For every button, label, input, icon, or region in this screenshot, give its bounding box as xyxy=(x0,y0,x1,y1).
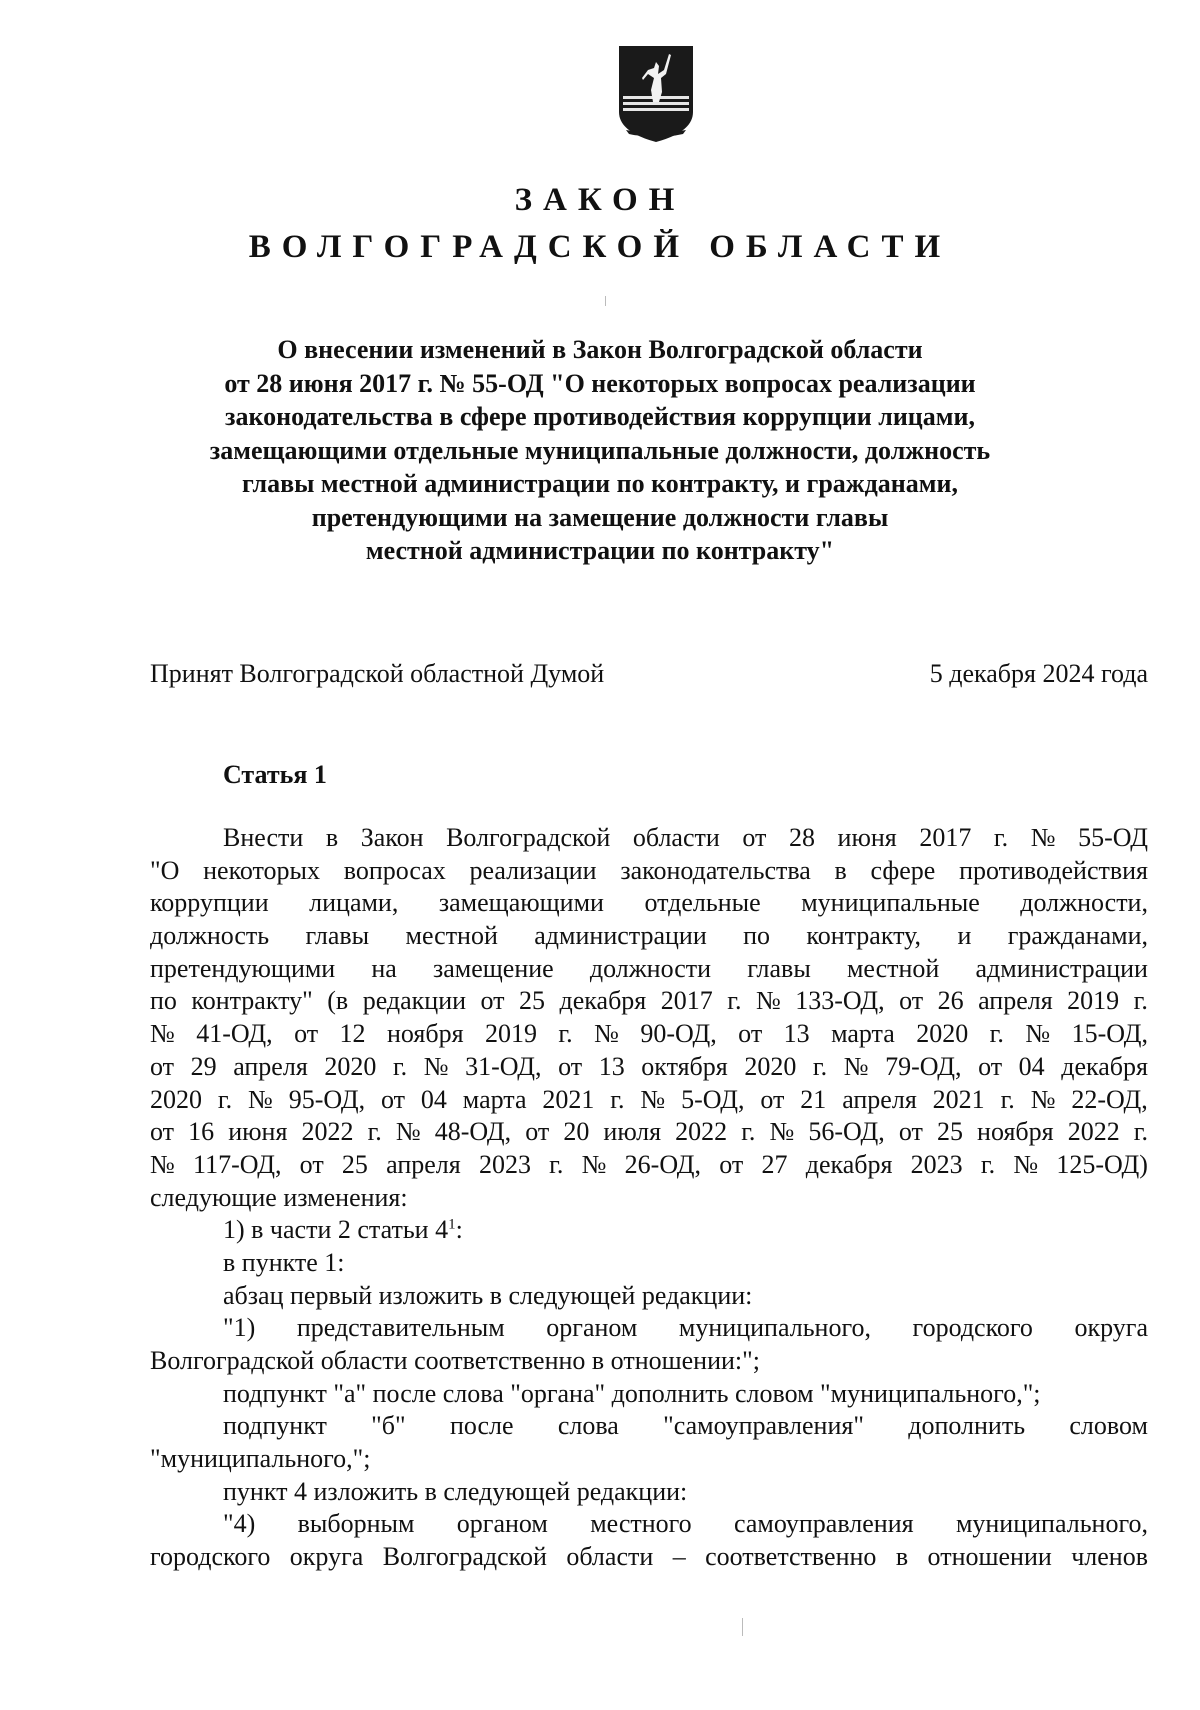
word: в xyxy=(895,1542,909,1572)
word: законодательства xyxy=(620,855,811,885)
word: лицами, xyxy=(309,888,399,918)
word: № xyxy=(755,986,781,1016)
word: 2017 xyxy=(660,986,713,1016)
word: Волгоградской xyxy=(446,823,611,852)
word: № xyxy=(1030,823,1056,852)
word: № xyxy=(1013,1149,1039,1179)
subject-line: замещающими отдельные муниципальные должности, должность xyxy=(209,435,991,465)
word: после xyxy=(449,1411,514,1441)
word: по xyxy=(150,986,177,1016)
word: г. xyxy=(741,1117,756,1147)
word: 12 xyxy=(339,1019,366,1049)
word: отношении xyxy=(927,1542,1052,1572)
article-body xyxy=(150,822,1148,1574)
body-line xyxy=(150,1508,1148,1541)
word: 95-ОД, xyxy=(288,1084,366,1114)
subject-line: законодательства в сфере противодействия коррупции лицами, xyxy=(225,402,975,431)
word: дополнить xyxy=(908,1411,1026,1441)
word: выборным xyxy=(297,1509,415,1539)
word: 2019 xyxy=(1067,986,1120,1016)
word: № xyxy=(1030,1084,1056,1114)
word: местной xyxy=(405,921,498,951)
word: от xyxy=(898,1117,923,1147)
body-line xyxy=(150,1345,1148,1378)
word: 2020 xyxy=(744,1051,797,1081)
word: от xyxy=(380,1084,406,1114)
word: 55-ОД xyxy=(1078,823,1148,852)
body-line xyxy=(150,1378,1148,1411)
word: от xyxy=(294,1019,319,1049)
word: г. xyxy=(549,1149,564,1179)
word: 125-ОД) xyxy=(1056,1149,1148,1179)
word: от xyxy=(719,1149,744,1179)
word: № xyxy=(843,1051,869,1081)
word: апреля xyxy=(842,1084,917,1114)
word: от xyxy=(525,1117,550,1147)
line-text: Волгоградской области соответственно в отношении:"; xyxy=(150,1346,760,1375)
word: июня xyxy=(228,1117,288,1147)
word: в xyxy=(834,855,847,885)
word: апреля xyxy=(386,1149,461,1179)
scan-mark xyxy=(742,1618,743,1636)
word: словом xyxy=(1069,1411,1148,1441)
word: 26-ОД, xyxy=(624,1149,702,1179)
word: местной xyxy=(846,953,940,983)
word: декабря xyxy=(805,1149,893,1179)
word: 26 xyxy=(937,986,964,1016)
word: г. xyxy=(392,1051,408,1081)
subject-line: претендующими на замещение должности главы xyxy=(311,502,889,532)
word: 2022 xyxy=(675,1117,728,1147)
body-line xyxy=(150,985,1148,1018)
word: замещение xyxy=(432,953,554,983)
word: реализации xyxy=(469,855,597,885)
word: "1) xyxy=(223,1313,256,1343)
line-text: в пункте 1: xyxy=(223,1247,345,1277)
word: в xyxy=(325,823,339,852)
word: 29 xyxy=(190,1051,217,1081)
body-line xyxy=(150,1149,1148,1182)
word: от xyxy=(299,1149,324,1179)
word: декабря xyxy=(559,986,647,1016)
word: вопросах xyxy=(343,855,446,885)
line-text: подпункт "а" после слова "органа" дополнить словом "муниципального,"; xyxy=(223,1378,1041,1408)
word: городского xyxy=(150,1542,271,1572)
body-line xyxy=(150,1312,1148,1345)
adoption-date: 5 декабря 2024 года xyxy=(929,659,1148,688)
word: № xyxy=(1025,1019,1051,1049)
word: 21 xyxy=(800,1084,827,1114)
word: марта xyxy=(462,1084,527,1114)
word: администрации xyxy=(975,953,1148,983)
body-line xyxy=(150,1280,1148,1313)
word: июня xyxy=(837,823,897,852)
word: г. xyxy=(812,1051,828,1081)
word: г. xyxy=(558,1019,573,1049)
word: и xyxy=(957,921,972,951)
word: 79-ОД, xyxy=(885,1051,962,1081)
word: "4) xyxy=(223,1509,256,1539)
adoption-body: Принят Волгоградской областной Думой xyxy=(150,659,605,688)
line-text: пункт 4 изложить в следующей редакции: xyxy=(223,1476,688,1506)
word: слова xyxy=(557,1411,619,1441)
word: от xyxy=(150,1051,175,1081)
word: администрации xyxy=(534,921,707,951)
word: 22-ОД, xyxy=(1071,1084,1148,1114)
word: 04 xyxy=(420,1084,447,1114)
word: № xyxy=(640,1084,666,1114)
word: 5-ОД, xyxy=(681,1084,745,1114)
body-line xyxy=(150,1051,1148,1084)
word: № xyxy=(150,1149,175,1179)
word: ноября xyxy=(386,1019,464,1049)
word: замещающими xyxy=(438,888,604,918)
word: 2022 xyxy=(1067,1117,1120,1147)
word: от xyxy=(760,1084,785,1114)
word: от xyxy=(978,1051,1003,1081)
law-region-title: ВОЛГОГРАДСКОЙ ОБЛАСТИ xyxy=(248,229,952,265)
body-line xyxy=(150,1214,1148,1247)
word: июля xyxy=(603,1117,662,1147)
word: 15-ОД, xyxy=(1071,1019,1148,1049)
body-line xyxy=(150,1541,1148,1574)
word: апреля xyxy=(978,986,1053,1016)
law-subject xyxy=(130,333,1070,568)
word: 41-ОД, xyxy=(196,1019,273,1049)
word: г. xyxy=(980,1149,996,1179)
article-heading: Статья 1 xyxy=(223,760,327,789)
word: 25 xyxy=(936,1117,963,1147)
word: 2017 xyxy=(919,823,972,852)
word: 27 xyxy=(761,1149,788,1179)
word: членов xyxy=(1071,1542,1148,1572)
word: муниципального, xyxy=(678,1313,871,1343)
word: редакции xyxy=(362,986,467,1016)
word: № xyxy=(395,1117,421,1147)
word: должность xyxy=(150,921,270,951)
word: № xyxy=(594,1019,619,1049)
body-line xyxy=(150,1084,1148,1117)
word: органом xyxy=(456,1509,548,1539)
line-text: абзац первый изложить в следующей редакции: xyxy=(223,1280,753,1310)
word: городского xyxy=(912,1313,1033,1343)
law-title: ЗАКОН xyxy=(514,182,686,218)
word: 28 xyxy=(788,823,815,852)
word: – xyxy=(672,1542,686,1572)
word: по xyxy=(743,921,771,951)
word: некоторых xyxy=(203,855,321,885)
word: "самоуправления" xyxy=(663,1411,864,1441)
word: г. xyxy=(1133,986,1148,1016)
line-text: 1) в части 2 статьи $4^1$: xyxy=(223,1215,463,1245)
word: 117-ОД, xyxy=(193,1149,282,1179)
word: от xyxy=(150,1117,175,1147)
word: г. xyxy=(610,1084,625,1114)
word: № xyxy=(248,1084,273,1114)
word: органом xyxy=(546,1313,638,1343)
word: от xyxy=(899,986,924,1016)
word: (в xyxy=(327,986,349,1016)
scan-mark xyxy=(605,296,606,306)
word: г. xyxy=(989,1019,1004,1049)
word: "б" xyxy=(371,1411,406,1441)
word: 16 xyxy=(188,1117,215,1147)
word: 56-ОД, xyxy=(808,1117,885,1147)
word: 13 xyxy=(783,1019,810,1049)
word: коррупции xyxy=(150,888,269,918)
word: отдельные xyxy=(644,888,761,918)
word: главы xyxy=(305,921,370,951)
body-line xyxy=(150,1443,1148,1476)
word: 48-ОД, xyxy=(434,1117,512,1147)
word: претендующими xyxy=(150,953,336,983)
word: г. xyxy=(217,1084,233,1114)
word: муниципального, xyxy=(955,1509,1148,1539)
word: г. xyxy=(1133,1117,1148,1147)
body-line xyxy=(150,920,1148,953)
word: 2020 xyxy=(324,1051,377,1081)
word: г. xyxy=(993,823,1009,852)
word: Закон xyxy=(360,823,424,852)
word: ноября xyxy=(977,1117,1054,1147)
body-line xyxy=(150,855,1148,888)
word: на xyxy=(371,953,397,983)
word: № xyxy=(423,1051,449,1081)
word: № xyxy=(581,1149,607,1179)
subject-line: главы местной администрации по контракту, и гражданами, xyxy=(242,469,958,498)
word: должности xyxy=(589,953,712,983)
word: Внести xyxy=(223,823,304,852)
word: декабря xyxy=(1061,1051,1148,1081)
word: 31-ОД, xyxy=(465,1051,542,1081)
body-line xyxy=(150,1116,1148,1149)
word: 2020 xyxy=(150,1084,202,1114)
word: представительным xyxy=(296,1313,505,1343)
superscript: 1 xyxy=(448,1216,456,1233)
word: местного xyxy=(590,1509,692,1539)
word: 20 xyxy=(563,1117,590,1147)
word: марта xyxy=(831,1019,895,1049)
word: контракту" xyxy=(191,986,313,1016)
word: г. xyxy=(367,1117,382,1147)
word: гражданами, xyxy=(1007,921,1148,951)
word: "О xyxy=(150,855,180,885)
word: сфере xyxy=(870,855,936,885)
word: 2022 xyxy=(301,1117,354,1147)
word: округа xyxy=(289,1542,364,1572)
word: главы xyxy=(747,953,811,983)
word: противодействия xyxy=(959,855,1148,885)
line-text: "муниципального,"; xyxy=(150,1444,371,1474)
line-text: следующие изменения: xyxy=(150,1182,408,1212)
body-line xyxy=(150,953,1148,986)
word: подпункт xyxy=(223,1411,327,1441)
subject-line: местной администрации по контракту" xyxy=(365,536,835,565)
word: области xyxy=(632,823,720,852)
word: от xyxy=(480,986,505,1016)
subject-line: О внесении изменений в Закон Волгоградской области xyxy=(277,335,923,364)
word: апреля xyxy=(233,1051,308,1081)
body-line xyxy=(150,1410,1148,1443)
word: № xyxy=(150,1019,175,1049)
word: от xyxy=(558,1051,583,1081)
word: 13 xyxy=(598,1051,625,1081)
word: от xyxy=(742,823,767,852)
word: Волгоградской xyxy=(382,1542,547,1572)
word: от xyxy=(738,1019,763,1049)
word: 2023 xyxy=(478,1149,531,1179)
word: 2019 xyxy=(484,1019,537,1049)
word: 90-ОД, xyxy=(640,1019,717,1049)
word: соответственно xyxy=(705,1542,877,1572)
word: самоуправления xyxy=(734,1509,914,1539)
word: 2020 xyxy=(916,1019,969,1049)
word: г. xyxy=(1000,1084,1015,1114)
body-line xyxy=(150,887,1148,920)
body-line xyxy=(150,822,1148,855)
word: округа xyxy=(1074,1313,1148,1343)
word: области xyxy=(566,1542,654,1572)
coat-of-arms-emblem xyxy=(617,44,695,144)
word: октября xyxy=(641,1051,728,1081)
body-line xyxy=(150,1247,1148,1280)
word: должности, xyxy=(1020,888,1148,918)
word: 133-ОД, xyxy=(795,986,885,1016)
subject-line: от 28 июня 2017 г. № 55-ОД "О некоторых вопросах реализации xyxy=(224,368,976,398)
body-line xyxy=(150,1476,1148,1509)
word: 04 xyxy=(1018,1051,1045,1081)
word: № xyxy=(769,1117,795,1147)
body-line xyxy=(150,1182,1148,1215)
word: 2023 xyxy=(910,1149,963,1179)
word: 25 xyxy=(519,986,546,1016)
body-line xyxy=(150,1018,1148,1051)
word: г. xyxy=(727,986,742,1016)
word: 2021 xyxy=(932,1084,985,1114)
word: 25 xyxy=(341,1149,368,1179)
word: контракту, xyxy=(806,921,922,951)
word: 2021 xyxy=(542,1084,595,1114)
word: муниципальные xyxy=(801,888,980,918)
